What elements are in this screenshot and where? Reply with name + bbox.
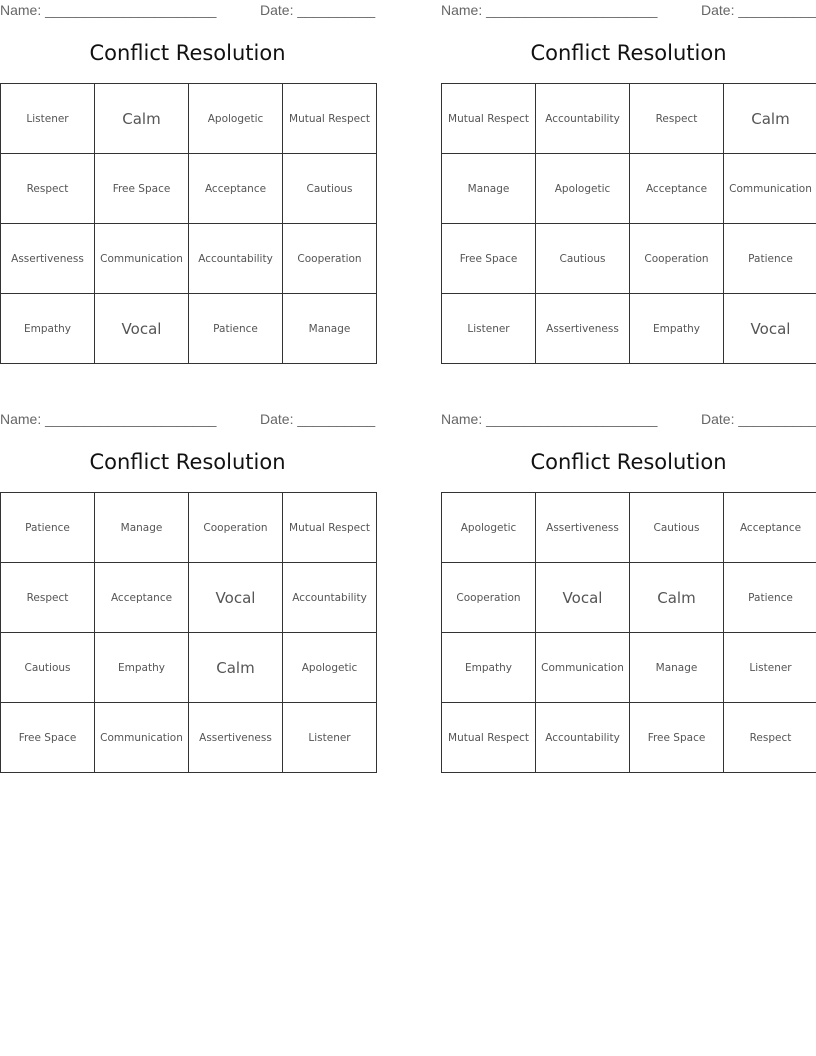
grid-cell: Acceptance [724,493,816,563]
grid-cell: Patience [724,563,816,633]
grid-row [1,633,377,703]
bingo-grid [0,83,377,364]
grid-row [442,633,816,703]
grid-cell: Empathy [1,294,95,364]
grid-cell: Apologetic [283,633,377,703]
grid-cell: Accountability [536,84,630,154]
date-field: Date: __________ [701,2,816,18]
grid-cell: Manage [95,493,189,563]
grid-cell: Accountability [536,703,630,773]
grid-cell: Assertiveness [536,294,630,364]
grid-cell: Respect [1,154,95,224]
grid-cell: Accountability [189,224,283,294]
bingo-grid [441,492,816,773]
grid-cell: Mutual Respect [442,84,536,154]
grid-cell: Apologetic [189,84,283,154]
grid-cell: Cautious [630,493,724,563]
bingo-card-3 [0,409,375,774]
grid-cell: Manage [283,294,377,364]
grid-cell: Calm [724,84,816,154]
grid-cell: Communication [724,154,816,224]
grid-cell: Manage [442,154,536,224]
grid-cell: Cautious [536,224,630,294]
grid-cell: Acceptance [95,563,189,633]
name-field: Name: ______________________ [441,411,658,427]
grid-cell: Calm [95,84,189,154]
bingo-card-2 [441,0,816,365]
grid-cell: Listener [1,84,95,154]
grid-row [1,294,377,364]
grid-cell: Manage [630,633,724,703]
grid-row [442,84,816,154]
grid-cell: Listener [724,633,816,703]
grid-cell: Empathy [630,294,724,364]
grid-cell: Calm [189,633,283,703]
grid-cell: Vocal [95,294,189,364]
bingo-grid [441,83,816,364]
grid-row [442,294,816,364]
grid-cell: Listener [442,294,536,364]
grid-cell: Free Space [442,224,536,294]
card-title: Conflict Resolution [530,41,727,65]
grid-row [1,703,377,773]
grid-cell: Empathy [442,633,536,703]
grid-cell: Respect [630,84,724,154]
grid-cell: Patience [1,493,95,563]
grid-cell: Communication [95,703,189,773]
date-field: Date: __________ [260,2,376,18]
grid-cell: Assertiveness [189,703,283,773]
grid-row [442,703,816,773]
card-title: Conflict Resolution [89,450,286,474]
grid-cell: Assertiveness [536,493,630,563]
grid-cell: Vocal [536,563,630,633]
grid-cell: Cooperation [283,224,377,294]
bingo-grid [0,492,377,773]
grid-cell: Apologetic [442,493,536,563]
card-title: Conflict Resolution [530,450,727,474]
grid-row [442,563,816,633]
grid-row [1,224,377,294]
name-field: Name: ______________________ [441,2,658,18]
grid-cell: Respect [1,563,95,633]
grid-cell: Apologetic [536,154,630,224]
grid-cell: Mutual Respect [283,493,377,563]
grid-cell: Respect [724,703,816,773]
grid-cell: Empathy [95,633,189,703]
grid-cell: Patience [724,224,816,294]
name-field: Name: ______________________ [0,411,217,427]
grid-cell: Free Space [95,154,189,224]
grid-row [1,493,377,563]
grid-cell: Cautious [1,633,95,703]
bingo-card-1 [0,0,375,365]
grid-cell: Cooperation [189,493,283,563]
grid-cell: Mutual Respect [283,84,377,154]
grid-cell: Cooperation [442,563,536,633]
grid-row [1,563,377,633]
grid-cell: Calm [630,563,724,633]
grid-cell: Vocal [189,563,283,633]
grid-cell: Vocal [724,294,816,364]
grid-cell: Free Space [630,703,724,773]
grid-cell: Accountability [283,563,377,633]
grid-cell: Listener [283,703,377,773]
grid-row [442,224,816,294]
grid-cell: Free Space [1,703,95,773]
bingo-card-4 [441,409,816,774]
date-field: Date: __________ [701,411,816,427]
grid-row [442,154,816,224]
grid-cell: Acceptance [630,154,724,224]
name-field: Name: ______________________ [0,2,217,18]
grid-cell: Assertiveness [1,224,95,294]
grid-cell: Patience [189,294,283,364]
grid-cell: Mutual Respect [442,703,536,773]
grid-cell: Cooperation [630,224,724,294]
date-field: Date: __________ [260,411,376,427]
grid-row [1,154,377,224]
grid-cell: Communication [536,633,630,703]
grid-row [1,84,377,154]
grid-cell: Acceptance [189,154,283,224]
card-title: Conflict Resolution [89,41,286,65]
grid-cell: Communication [95,224,189,294]
grid-cell: Cautious [283,154,377,224]
grid-row [442,493,816,563]
